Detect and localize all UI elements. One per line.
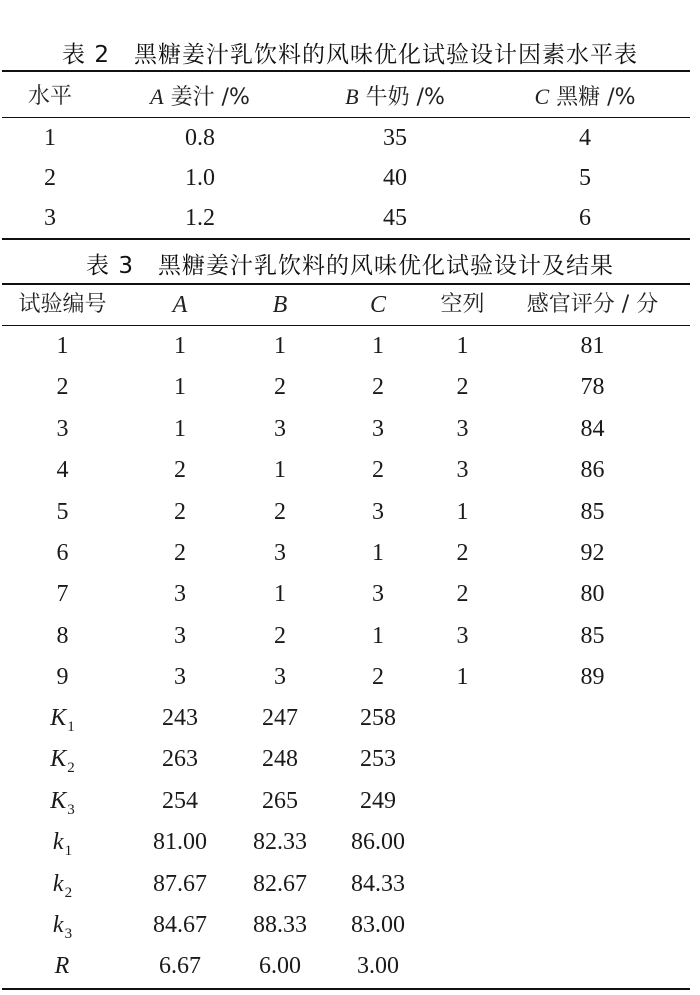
- table-cell: 6.67: [159, 953, 201, 980]
- table-cell: 3.00: [357, 953, 399, 980]
- table-cell: 84: [580, 415, 605, 442]
- stat-label: [0, 698, 125, 738]
- table-cell: 81.00: [153, 829, 207, 856]
- table-cell: 1: [274, 333, 286, 359]
- table3-header-run: 试验编号: [18, 292, 107, 317]
- table2-row: [0, 118, 700, 158]
- table-cell: 6: [579, 205, 591, 231]
- table-cell: 249: [360, 787, 396, 814]
- table-cell: 1: [456, 498, 469, 525]
- stat-subscript: 3: [67, 801, 75, 818]
- table-cell: 82.33: [253, 829, 307, 856]
- stat-subscript: 1: [67, 719, 75, 735]
- table-cell: 2: [456, 581, 469, 608]
- table-cell: 3: [274, 415, 286, 442]
- stat-label: [0, 822, 125, 862]
- table2-header-row: [0, 77, 700, 117]
- table-cell: 1: [274, 457, 286, 484]
- table-cell: 85: [580, 622, 605, 649]
- table-cell: 3: [456, 415, 469, 442]
- table2-row: [0, 158, 700, 198]
- table-cell: 0.8: [185, 125, 215, 151]
- table-cell: 84.67: [153, 912, 207, 938]
- table3-header-score: 感官评分 / 分: [526, 292, 659, 317]
- table-cell: 3: [456, 622, 469, 649]
- table-cell: 2: [372, 457, 384, 484]
- stat-label: [0, 864, 125, 904]
- stat-letter: R: [54, 953, 70, 980]
- table-cell: 86: [580, 457, 605, 484]
- stat-label: [0, 781, 125, 821]
- table-cell: 78: [580, 374, 605, 401]
- table-cell: 1: [56, 333, 69, 359]
- table-cell: 265: [262, 787, 298, 814]
- table3-row: [0, 533, 700, 573]
- table3-stat-row: [0, 781, 700, 821]
- table-cell: 5: [56, 498, 69, 525]
- table3-stat-row: [0, 739, 700, 779]
- table-cell: 2: [44, 165, 56, 191]
- table-cell: 80: [580, 581, 605, 608]
- stat-letter: k: [52, 829, 64, 856]
- table-cell: 2: [456, 540, 469, 566]
- table3-row: [0, 574, 700, 614]
- table-cell: 253: [360, 746, 396, 773]
- table-cell: 3: [174, 664, 186, 691]
- table-cell: 2: [174, 540, 186, 566]
- table-cell: 243: [162, 705, 198, 731]
- table3-header-b: B: [272, 292, 288, 318]
- table-cell: 3: [456, 457, 469, 484]
- table-cell: 254: [162, 787, 198, 814]
- stat-letter: k: [52, 870, 64, 897]
- table-cell: 1.2: [185, 205, 215, 231]
- table-cell: 2: [274, 622, 286, 649]
- table-cell: 1: [372, 622, 384, 649]
- table2-header-level: 水平: [27, 84, 72, 109]
- table-cell: 87.67: [153, 870, 207, 897]
- stat-subscript: 3: [64, 926, 73, 942]
- table3-row: [0, 450, 700, 490]
- table-cell: 7: [56, 581, 69, 608]
- stat-letter: K: [50, 787, 67, 814]
- table-cell: 1: [372, 540, 384, 566]
- table-cell: 2: [274, 374, 286, 401]
- table-cell: 6: [56, 540, 69, 566]
- table-cell: 86.00: [351, 829, 405, 856]
- table-cell: 247: [262, 705, 298, 731]
- stat-subscript: 2: [64, 884, 73, 901]
- table-cell: 3: [56, 415, 69, 442]
- table-cell: 3: [174, 581, 186, 608]
- table3-row: [0, 326, 700, 366]
- table3-bottom-rule: [2, 988, 690, 990]
- table3-row: [0, 492, 700, 532]
- table-cell: 2: [274, 498, 286, 525]
- table3-stat-row: [0, 864, 700, 904]
- table2-caption: 表 2 黑糖姜汁乳饮料的风味优化试验设计因素水平表: [62, 42, 638, 68]
- table-cell: 258: [360, 705, 396, 731]
- table-cell: 3: [174, 622, 186, 649]
- table-cell: 45: [383, 205, 407, 231]
- table-cell: 8: [56, 622, 69, 649]
- table-cell: 83.00: [351, 912, 405, 938]
- table3-header-row: [0, 285, 700, 325]
- stat-subscript: 1: [64, 843, 73, 860]
- stat-label: [0, 905, 125, 945]
- table2-bottom-rule: [2, 238, 690, 240]
- table-cell: 4: [579, 125, 591, 151]
- table2-header-c: C 黑糖 /%: [534, 84, 636, 110]
- table-cell: 89: [580, 664, 605, 691]
- table-cell: 1: [174, 333, 186, 359]
- table3-header-a: A: [172, 292, 188, 318]
- table-cell: 2: [372, 664, 384, 691]
- table3-header-blank: 空列: [440, 292, 485, 317]
- stat-letter: K: [50, 705, 67, 731]
- table-cell: 3: [372, 581, 384, 608]
- table-cell: 84.33: [351, 870, 405, 897]
- table-cell: 248: [262, 746, 298, 773]
- table-cell: 1.0: [185, 165, 215, 191]
- table-cell: 263: [162, 746, 198, 773]
- table-cell: 1: [44, 125, 56, 151]
- table-cell: 5: [579, 165, 591, 191]
- table-cell: 3: [44, 205, 56, 231]
- table-cell: 6.00: [259, 953, 301, 980]
- table-cell: 1: [456, 664, 469, 691]
- table-cell: 2: [174, 498, 186, 525]
- table3-stat-row: [0, 822, 700, 862]
- table3-row: [0, 367, 700, 407]
- table-cell: 1: [456, 333, 469, 359]
- table-cell: 82.67: [253, 870, 307, 897]
- table3-header-c: C: [369, 292, 386, 318]
- table-cell: 35: [383, 125, 407, 151]
- table-cell: 1: [274, 581, 286, 608]
- table2-top-rule: [2, 70, 690, 72]
- table-cell: 1: [174, 374, 186, 401]
- stat-label: [0, 739, 125, 779]
- table-cell: 92: [580, 540, 605, 566]
- stat-subscript: 2: [67, 760, 75, 777]
- table-cell: 88.33: [253, 912, 307, 938]
- table-cell: 85: [580, 498, 605, 525]
- table-cell: 1: [174, 415, 186, 442]
- table-cell: 3: [274, 540, 286, 566]
- stat-letter: K: [50, 746, 67, 773]
- table2-header-b: B 牛奶 /%: [345, 84, 445, 110]
- table2-row: [0, 198, 700, 238]
- table-cell: 40: [383, 165, 407, 191]
- stat-letter: k: [52, 912, 64, 938]
- stat-label: [0, 946, 125, 986]
- table2-header-a: A 姜汁 /%: [150, 84, 250, 110]
- table3-row: [0, 616, 700, 656]
- table3-row: [0, 657, 700, 697]
- table3-stat-row: [0, 905, 700, 945]
- table-cell: 2: [174, 457, 186, 484]
- table-cell: 3: [372, 415, 384, 442]
- table-cell: 9: [56, 664, 69, 691]
- table-cell: 4: [56, 457, 69, 484]
- table3-caption: 表 3 黑糖姜汁乳饮料的风味优化试验设计及结果: [86, 253, 614, 279]
- table3-stat-row: [0, 946, 700, 986]
- table-cell: 81: [580, 333, 605, 359]
- table-cell: 2: [372, 374, 384, 401]
- table3-stat-row: [0, 698, 700, 738]
- table-cell: 3: [372, 498, 384, 525]
- table3-row: [0, 409, 700, 449]
- table-cell: 2: [456, 374, 469, 401]
- table-cell: 1: [372, 333, 384, 359]
- table-cell: 2: [56, 374, 69, 401]
- table-cell: 3: [274, 664, 286, 691]
